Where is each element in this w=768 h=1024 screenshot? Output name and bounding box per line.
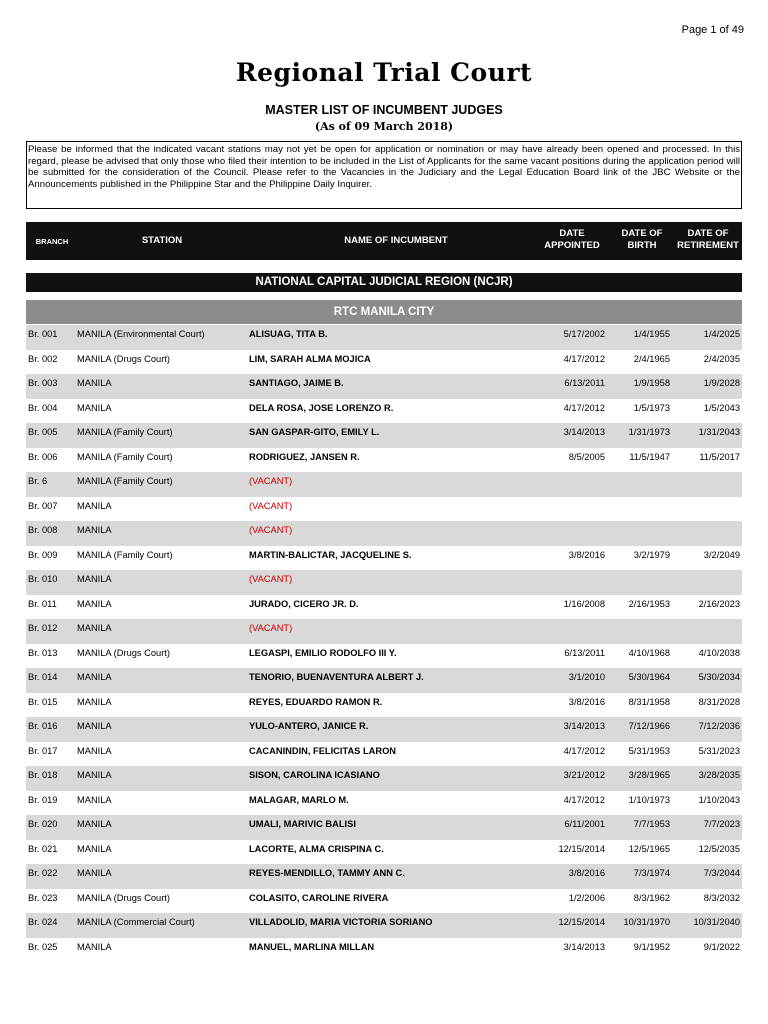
cell-branch: Br. 004: [28, 402, 58, 413]
cell-date-of-birth: 2/16/1953: [628, 598, 670, 609]
cell-station: MANILA: [77, 598, 112, 609]
table-row: [26, 644, 742, 669]
cell-incumbent-name: (VACANT): [249, 574, 293, 584]
document-title: Regional Trial Court: [235, 58, 533, 87]
cell-incumbent-name: MALAGAR, MARLO M.: [249, 794, 349, 805]
cell-date-of-retirement: 1/31/2043: [698, 427, 740, 437]
cell-branch: Br. 018: [28, 770, 58, 780]
cell-date-of-retirement: 5/30/2034: [698, 672, 740, 682]
cell-incumbent-name: TENORIO, BUENAVENTURA ALBERT J.: [249, 672, 424, 682]
cell-station: MANILA (Family Court): [77, 549, 173, 560]
table-row: [26, 668, 742, 693]
cell-date-of-birth: 1/9/1958: [633, 378, 670, 388]
cell-date-of-retirement: 5/31/2023: [698, 745, 740, 756]
cell-branch: Br. 005: [28, 427, 58, 437]
cell-incumbent-name: ALISUAG, TITA B.: [249, 329, 328, 339]
table-row: [26, 913, 742, 938]
header-station: STATION: [141, 235, 183, 246]
cell-date-appointed: 6/13/2011: [564, 378, 605, 388]
cell-date-of-retirement: 4/10/2038: [698, 647, 740, 658]
cell-station: MANILA: [77, 819, 112, 829]
cell-date-of-retirement: 9/1/2022: [703, 941, 740, 952]
table-row: [26, 791, 742, 816]
cell-station: MANILA (Drugs Court): [77, 353, 170, 364]
cell-incumbent-name: VILLADOLID, MARIA VICTORIA SORIANO: [249, 917, 433, 927]
cell-branch: Br. 016: [28, 721, 58, 731]
cell-branch: Br. 006: [28, 451, 58, 462]
cell-branch: Br. 011: [28, 598, 57, 609]
cell-branch: Br. 007: [28, 500, 58, 511]
header-date-of-birth: DATE OF BIRTH: [621, 228, 663, 251]
cell-branch: Br. 008: [28, 525, 58, 535]
cell-date-of-birth: 7/7/1953: [633, 819, 670, 829]
document-subtitle: MASTER LIST OF INCUMBENT JUDGES: [265, 103, 503, 117]
cell-station: MANILA: [77, 941, 112, 952]
cell-date-of-birth: 1/10/1973: [628, 794, 670, 805]
table-row: [26, 521, 742, 546]
cell-date-of-retirement: 12/5/2035: [698, 843, 740, 854]
table-header: [26, 222, 742, 260]
cell-date-appointed: 8/5/2005: [568, 451, 605, 462]
cell-incumbent-name: REYES, EDUARDO RAMON R.: [249, 696, 383, 707]
cell-station: MANILA (Drugs Court): [77, 647, 170, 658]
cell-date-of-birth: 5/31/1953: [628, 745, 670, 756]
table-row: [26, 766, 742, 791]
cell-branch: Br. 014: [28, 672, 58, 682]
cell-incumbent-name: (VACANT): [249, 476, 293, 486]
cell-date-of-retirement: 1/4/2025: [703, 329, 740, 339]
cell-branch: Br. 6: [28, 476, 48, 486]
cell-station: MANILA: [77, 574, 112, 584]
cell-date-of-birth: 3/2/1979: [633, 549, 670, 560]
table-row: [26, 864, 742, 889]
cell-station: MANILA: [77, 696, 112, 707]
cell-date-appointed: 3/8/2016: [568, 549, 605, 560]
cell-incumbent-name: SANTIAGO, JAIME B.: [249, 378, 344, 388]
table-row: [26, 325, 742, 350]
table-row: [26, 717, 742, 742]
cell-date-of-birth: 10/31/1970: [623, 917, 670, 927]
cell-date-of-retirement: 7/12/2036: [698, 721, 740, 731]
cell-station: MANILA: [77, 525, 112, 535]
table-row: [26, 423, 742, 448]
cell-date-appointed: 6/11/2001: [564, 819, 605, 829]
table-row: [26, 693, 742, 718]
cell-date-appointed: 12/15/2014: [558, 843, 605, 854]
cell-date-of-retirement: 2/4/2035: [703, 353, 740, 364]
cell-incumbent-name: (VACANT): [249, 500, 293, 511]
cell-branch: Br. 015: [28, 696, 58, 707]
notice-box: Please be informed that the indicated vacant stations may not yet be open for application or nomination or may have already been opened and processed. In this regard, please be advised that only those who filed their intention to be included in the List of Applicants for the same vacant positions during the application period will be submitted for the consideration of the Council. Please refer to the Vacancies in the Judiciary and the Legal Education Board link of the JBC Website or the Announcements published in the Philippine Star and the Philippine Daily Inquirer.: [26, 141, 742, 209]
cell-date-of-birth: 1/4/1955: [633, 329, 670, 339]
cell-station: MANILA (Environmental Court): [77, 329, 205, 339]
table-row: [26, 570, 742, 595]
cell-branch: Br. 013: [28, 647, 58, 658]
region-heading: NATIONAL CAPITAL JUDICIAL REGION (NCJR): [26, 273, 742, 292]
table-row: [26, 448, 742, 473]
cell-branch: Br. 001: [28, 329, 58, 339]
cell-station: MANILA: [77, 721, 112, 731]
header-name: NAME OF INCUMBENT: [344, 235, 448, 246]
cell-date-of-birth: 9/1/1952: [633, 941, 670, 952]
header-date-appointed: DATE APPOINTED: [544, 228, 600, 251]
table-row: [26, 619, 742, 644]
as-of-date: (As of 09 March 2018): [314, 120, 454, 133]
cell-date-of-birth: 7/12/1966: [628, 721, 670, 731]
cell-date-of-retirement: 7/7/2023: [703, 819, 740, 829]
cell-branch: Br. 019: [28, 794, 58, 805]
cell-incumbent-name: SAN GASPAR-GITO, EMILY L.: [249, 427, 380, 437]
judges-table-body: [26, 325, 742, 962]
cell-incumbent-name: MARTIN-BALICTAR, JACQUELINE S.: [249, 549, 412, 560]
cell-station: MANILA: [77, 770, 112, 780]
cell-station: MANILA: [77, 843, 112, 854]
cell-date-of-retirement: 7/3/2044: [703, 868, 740, 878]
cell-branch: Br. 024: [28, 917, 58, 927]
cell-incumbent-name: MANUEL, MARLINA MILLAN: [249, 941, 375, 952]
cell-date-appointed: 1/16/2008: [563, 598, 605, 609]
cell-date-of-retirement: 10/31/2040: [693, 917, 740, 927]
cell-date-appointed: 4/17/2012: [563, 353, 605, 364]
cell-date-of-birth: 1/5/1973: [633, 402, 670, 413]
cell-branch: Br. 017: [28, 745, 58, 756]
table-row: [26, 938, 742, 963]
cell-date-of-birth: 12/5/1965: [628, 843, 670, 854]
cell-date-of-retirement: 11/5/2017: [699, 451, 740, 462]
cell-incumbent-name: REYES-MENDILLO, TAMMY ANN C.: [249, 868, 405, 878]
cell-incumbent-name: LEGASPI, EMILIO RODOLFO III Y.: [249, 647, 397, 658]
cell-date-of-birth: 11/5/1947: [629, 451, 670, 462]
cell-date-of-retirement: 3/2/2049: [703, 549, 740, 560]
cell-date-of-retirement: 8/3/2032: [703, 892, 740, 903]
cell-date-of-retirement: 1/5/2043: [703, 402, 740, 413]
cell-date-appointed: 3/14/2013: [563, 721, 605, 731]
cell-date-appointed: 3/8/2016: [568, 868, 605, 878]
cell-branch: Br. 025: [28, 941, 58, 952]
cell-branch: Br. 003: [28, 378, 58, 388]
cell-incumbent-name: RODRIGUEZ, JANSEN R.: [249, 451, 360, 462]
cell-station: MANILA: [77, 794, 112, 805]
cell-date-appointed: 4/17/2012: [563, 402, 605, 413]
cell-branch: Br. 012: [28, 623, 58, 633]
cell-date-of-birth: 3/28/1965: [628, 770, 670, 780]
cell-date-appointed: 3/21/2012: [563, 770, 605, 780]
city-heading: RTC MANILA CITY: [26, 300, 742, 324]
header-date-of-retirement: DATE OF RETIREMENT: [677, 228, 739, 251]
cell-station: MANILA: [77, 378, 112, 388]
table-row: [26, 472, 742, 497]
cell-incumbent-name: (VACANT): [249, 623, 293, 633]
cell-station: MANILA: [77, 672, 112, 682]
cell-station: MANILA: [77, 402, 112, 413]
cell-branch: Br. 020: [28, 819, 58, 829]
cell-date-of-birth: 8/31/1958: [628, 696, 670, 707]
cell-date-of-birth: 7/3/1974: [633, 868, 670, 878]
cell-station: MANILA (Family Court): [77, 451, 173, 462]
table-row: [26, 595, 742, 620]
cell-date-of-birth: 5/30/1964: [628, 672, 670, 682]
cell-date-appointed: 3/1/2010: [568, 672, 605, 682]
cell-incumbent-name: YULO-ANTERO, JANICE R.: [249, 721, 369, 731]
cell-date-appointed: 6/13/2011: [564, 647, 605, 658]
cell-incumbent-name: LACORTE, ALMA CRISPINA C.: [249, 843, 384, 854]
cell-incumbent-name: SISON, CAROLINA ICASIANO: [249, 770, 380, 780]
cell-date-of-retirement: 2/16/2023: [698, 598, 740, 609]
cell-station: MANILA (Family Court): [77, 476, 173, 486]
cell-date-appointed: 4/17/2012: [563, 794, 605, 805]
table-row: [26, 742, 742, 767]
table-row: [26, 889, 742, 914]
cell-incumbent-name: (VACANT): [249, 525, 293, 535]
cell-date-of-retirement: 1/9/2028: [703, 378, 740, 388]
cell-station: MANILA: [77, 868, 112, 878]
table-row: [26, 546, 742, 571]
table-row: [26, 497, 742, 522]
cell-station: MANILA (Commercial Court): [77, 917, 195, 927]
table-row: [26, 399, 742, 424]
cell-incumbent-name: JURADO, CICERO JR. D.: [249, 598, 359, 609]
cell-date-appointed: 5/17/2002: [563, 329, 605, 339]
cell-incumbent-name: LIM, SARAH ALMA MOJICA: [249, 353, 371, 364]
cell-branch: Br. 022: [28, 868, 58, 878]
cell-date-of-birth: 2/4/1965: [633, 353, 670, 364]
cell-date-appointed: 3/14/2013: [563, 941, 605, 952]
cell-date-appointed: 4/17/2012: [563, 745, 605, 756]
cell-date-appointed: 12/15/2014: [558, 917, 605, 927]
cell-branch: Br. 002: [28, 353, 58, 364]
header-branch: BRANCH: [35, 237, 69, 246]
cell-date-of-birth: 4/10/1968: [628, 647, 670, 658]
cell-date-of-retirement: 8/31/2028: [698, 696, 740, 707]
cell-incumbent-name: UMALI, MARIVIC BALISI: [249, 819, 356, 829]
cell-date-of-retirement: 1/10/2043: [698, 794, 740, 805]
cell-station: MANILA (Drugs Court): [77, 892, 170, 903]
table-row: [26, 350, 742, 375]
cell-branch: Br. 023: [28, 892, 58, 903]
table-row: [26, 815, 742, 840]
cell-incumbent-name: COLASITO, CAROLINE RIVERA: [249, 892, 389, 903]
cell-station: MANILA: [77, 500, 112, 511]
table-row: [26, 374, 742, 399]
cell-branch: Br. 021: [28, 843, 58, 854]
cell-station: MANILA: [77, 745, 112, 756]
cell-incumbent-name: DELA ROSA, JOSE LORENZO R.: [249, 402, 394, 413]
table-row: [26, 840, 742, 865]
cell-date-appointed: 3/14/2013: [563, 427, 605, 437]
page-number: Page 1 of 49: [681, 24, 744, 36]
cell-station: MANILA: [77, 623, 112, 633]
cell-date-appointed: 3/8/2016: [568, 696, 605, 707]
cell-date-appointed: 1/2/2006: [568, 892, 605, 903]
cell-incumbent-name: CACANINDIN, FELICITAS LARON: [249, 745, 397, 756]
cell-date-of-retirement: 3/28/2035: [698, 770, 740, 780]
cell-station: MANILA (Family Court): [77, 427, 173, 437]
cell-date-of-birth: 1/31/1973: [628, 427, 670, 437]
cell-branch: Br. 010: [28, 574, 58, 584]
cell-date-of-birth: 8/3/1962: [633, 892, 670, 903]
cell-branch: Br. 009: [28, 549, 58, 560]
